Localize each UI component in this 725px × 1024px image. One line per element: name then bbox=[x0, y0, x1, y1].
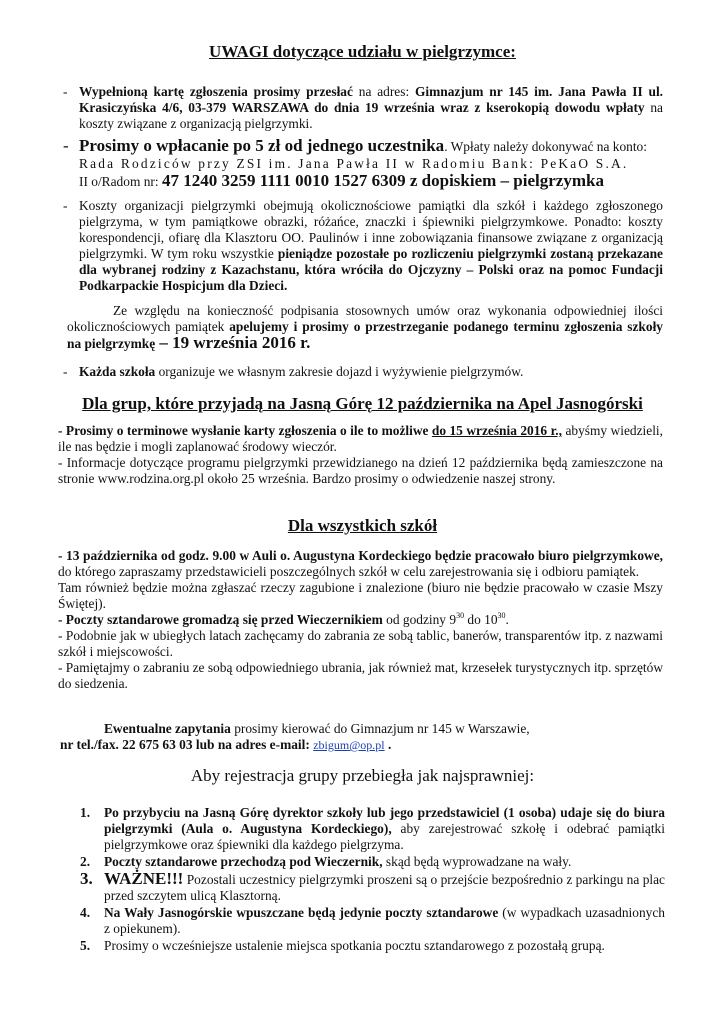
note-text-bold: - Prosimy o terminowe wysłanie karty zgłoszenia o ile to możliwe bbox=[58, 423, 429, 438]
note-transport bbox=[63, 364, 663, 380]
note-text: . Wpłaty należy dokonywać na konto: bbox=[444, 139, 647, 154]
heading-apel: Dla grup, które przyjadą na Jasną Górę 12 października na Apel Jasnogórski bbox=[82, 394, 643, 413]
note-text: - Informacje dotyczące programu pielgrzymki przewidzianego na dzień 12 października będą zamieszczone na stronie www.rodzina.org.pl około 25 września. Bardzo prosimy o odwiedzenie naszej strony. bbox=[58, 455, 663, 486]
page-title: UWAGI dotyczące udziału w pielgrzymce: bbox=[209, 42, 516, 61]
note-text: od godziny 9 bbox=[382, 612, 457, 627]
bullet-dash: - bbox=[63, 198, 68, 213]
deadline-paragraph bbox=[67, 303, 663, 352]
heading-registration: Aby rejestracja grupy przebiegła jak najsprawniej: bbox=[190, 766, 535, 785]
note-text: prosimy kierować do Gimnazjum nr 145 w Warszawie, bbox=[230, 721, 530, 736]
note-text: . bbox=[505, 612, 509, 627]
note-payment bbox=[63, 137, 663, 190]
note-text: organizuje we własnym zakresie dojazd i wyżywienie pielgrzymów. bbox=[155, 364, 524, 379]
step-number: 1. bbox=[80, 805, 91, 820]
bullet-dash: - bbox=[63, 364, 68, 379]
note-text-bold: Ewentualne zapytania bbox=[104, 721, 231, 736]
step-number: 5. bbox=[80, 938, 91, 953]
heading-all-schools: Dla wszystkich szkół bbox=[287, 516, 438, 535]
step-text: Pozostali uczestnicy pielgrzymki proszeni są o przejście bezpośrednio z parkingu na plac przed szczytem ulicą Klasztorną. bbox=[104, 872, 665, 903]
step-number: 2. bbox=[80, 854, 91, 869]
step-number: 3. bbox=[80, 869, 93, 888]
note-text-bold: pieniądze pozostałe po rozliczeniu pielgrzymki zostaną przekazane dla wybranej rodziny z Kazachstanu, która wróciła do Ojczyzny – Polski oraz na pomoc Fundacji Podkarpackie Hospicjum dla Dzieci. bbox=[79, 246, 663, 293]
note-text: abyśmy wiedzieli, ile nas będzie i mogli zaplanować środowy wieczór. bbox=[58, 423, 663, 454]
note-text: Ze względu na konieczność podpisania stosownych umów oraz wykonania odpowiedniej ilości okolicznościowych pamiątek bbox=[67, 303, 663, 334]
registration-deadline: do 15 września 2016 r., bbox=[431, 423, 562, 438]
note-text: Koszty organizacji pielgrzymki obejmują okolicznościowe pamiątki dla szkół i każdego zgłoszonego pielgrzyma, w tym pamiątkowe obrazki, różańce, znaczki i śpiewniki pielgrzymkowe. Ponadto: koszty korespondencji, ofiarę dla Klasztoru OO. Paulinów i inne zobowiązania finansowe związane z organizacją pielgrzymki. W tym roku wszystkie bbox=[79, 198, 663, 261]
list-item bbox=[80, 871, 665, 904]
note-text: na adres: bbox=[352, 84, 415, 99]
list-item bbox=[80, 938, 665, 954]
time-minutes: 30 bbox=[456, 611, 465, 620]
registration-steps bbox=[80, 805, 665, 955]
note-text-bold: Wypełnioną kartę zgłoszenia prosimy przesłać bbox=[79, 84, 353, 99]
section-all-schools bbox=[58, 548, 663, 692]
account-number: 47 1240 3259 1111 0010 1527 6309 z dopiskiem – pielgrzymka bbox=[161, 171, 604, 190]
bullet-dash: - bbox=[63, 84, 68, 99]
list-item bbox=[80, 854, 665, 870]
step-text-bold: Po przybyciu na Jasną Górę dyrektor szkoły lub jego przedstawiciel (1 osoba) udaje się do biura pielgrzymki (Aula o. Augustyna Kordeckiego), bbox=[104, 805, 665, 836]
deadline-date: – 19 września 2016 r. bbox=[155, 333, 311, 352]
account-holder: Rada Rodziców przy ZSI im. Jana Pawła II w Radomiu Bank: PeKaO S.A. bbox=[79, 156, 629, 171]
office-info: - 13 października od godz. 9.00 w Auli o. Augustyna Kordeckiego będzie pracowało biuro pielgrzymkowe, bbox=[58, 548, 663, 563]
bank-branch: II o/Radom nr: bbox=[79, 174, 162, 189]
note-submission bbox=[63, 84, 663, 132]
email-link[interactable]: zbigum@op.pl bbox=[313, 738, 385, 752]
step-text: (w wypadkach uzasadnionych z opiekunem). bbox=[104, 905, 665, 936]
step-text: aby zarejestrować szkołę i odebrać pamiątki pielgrzymkowe oraz śpiewniki dla każdego pielgrzyma. bbox=[104, 821, 665, 852]
step-text: Prosimy o wcześniejsze ustalenie miejsca spotkania pocztu sztandarowego z pozostałą grupą. bbox=[104, 938, 605, 953]
note-text: do 10 bbox=[464, 612, 498, 627]
note-text-bold: apelujemy i prosimy o przestrzeganie podanego terminu zgłoszenia szkoły na pielgrzymkę bbox=[67, 319, 663, 351]
list-item bbox=[80, 905, 665, 937]
note-text: - Pamiętajmy o zabraniu ze sobą odpowiedniego ubrania, jak również mat, krzesełek turystycznych itp. sprzętów do siedzenia. bbox=[58, 660, 663, 691]
payment-amount: Prosimy o wpłacanie po 5 zł od jednego uczestnika bbox=[79, 136, 445, 155]
note-text: . bbox=[384, 737, 392, 752]
bullet-dash: - bbox=[63, 136, 69, 155]
note-costs bbox=[63, 198, 663, 294]
step-text-bold: Poczty sztandarowe przechodzą pod Wieczernik, bbox=[104, 854, 383, 869]
school-address: Gimnazjum nr 145 im. Jana Pawła II ul. Krasiczyńska 4/6, 03-379 WARSZAWA do dnia 19 września wraz z kserokopią dowodu wpłaty bbox=[79, 84, 664, 115]
note-text-bold: - Poczty sztandarowe gromadzą się przed Wieczernikiem bbox=[58, 612, 383, 627]
contact-info bbox=[60, 721, 665, 753]
note-text: na koszty związane z organizacją pielgrzymki. bbox=[79, 100, 663, 131]
step-text-bold: WAŻNE!!! bbox=[104, 869, 184, 888]
note-text: do którego zapraszamy przedstawicieli poszczególnych szkół w celu zarejestrowania się i odbioru pamiątek. bbox=[58, 564, 640, 579]
note-text: - Podobnie jak w ubiegłych latach zachęcamy do zabrania ze sobą tablic, banerów, transparentów itp. z nazwami szkół i miejscowości. bbox=[58, 628, 663, 659]
list-item bbox=[80, 805, 665, 853]
step-text-bold: Na Wały Jasnogórskie wpuszczane będą jedynie poczty sztandarowe bbox=[104, 905, 499, 920]
section-apel bbox=[58, 423, 663, 487]
note-text-bold: Każda szkoła bbox=[79, 364, 156, 379]
time-minutes: 30 bbox=[497, 611, 506, 620]
contact-phone: nr tel./fax. 22 675 63 03 lub na adres e-mail: bbox=[60, 737, 310, 752]
step-text: skąd będą wyprowadzane na wały. bbox=[382, 854, 572, 869]
note-text: Tam również będzie można zgłaszać rzeczy zagubione i znalezione (biuro nie będzie pracowało w czasie Mszy Świętej). bbox=[58, 580, 663, 611]
step-number: 4. bbox=[80, 905, 91, 920]
